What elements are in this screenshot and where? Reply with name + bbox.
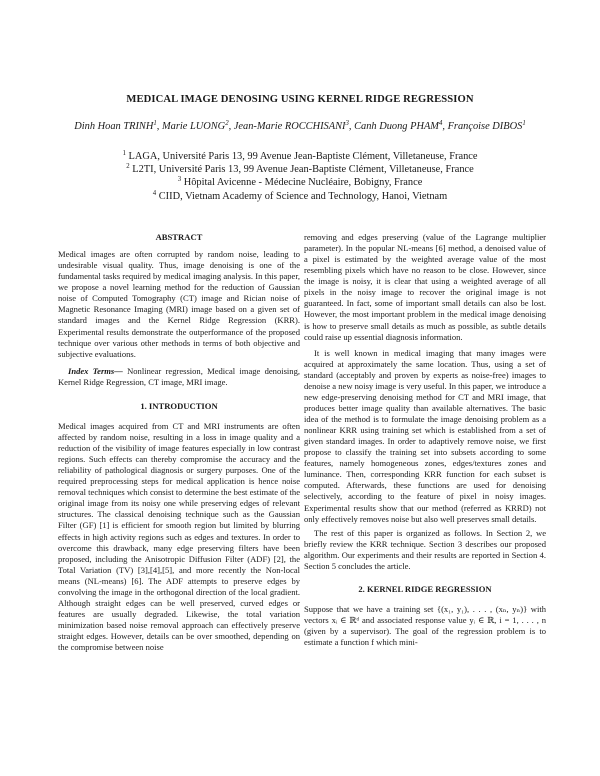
- body-paragraph: It is well known in medical imaging that many images were acquired at approximately the same location. Thus, using a set of standard (acceptably and proven by experts as noise-free) images to denoise a new noisy image is very useful. In this paper, we introduce a new edge-preserving denoising method for CT and MRI image, that produces better image quality than available alternatives. The basic idea of the method is to formulate the image denoising problem as a nonlinear KRR using training set which is established from a set of given standard images. In order to adaptively remove noise, we first propose to classify the training set into subsets according to some features, namely homogeneous zones, edges/textures zones and luminance. Then, corresponding KRR function for each subset is computed. Afterwards, these functions are used for denoising selectively, according to the feature of pixel in noisy images. Experimental results show that our method (referred as KRRD) not only effectively removes noise but also well preserves small details.: [304, 347, 546, 524]
- affiliation: $^4$ CIID, Vietnam Academy of Science and Technology, Hanoi, Vietnam: [152, 189, 448, 202]
- author: Canh Duong PHAM$^4$,: [354, 120, 448, 132]
- author: Jean-Marie ROCCHISANI$^3$,: [233, 120, 355, 132]
- author: Françoise DIBOS$^1$: [447, 120, 526, 132]
- affiliation-list: [0, 150, 600, 203]
- affiliation: $^2$ L2TI, Université Paris 13, 99 Avenue Jean-Baptiste Clément, Villetaneuse, France: [126, 163, 474, 176]
- krr-heading: 2. KERNEL RIDGE REGRESSION: [358, 583, 492, 594]
- abstract-heading: ABSTRACT: [155, 232, 203, 242]
- affiliation: $^3$ Hôpital Avicenne - Médecine Nucléaire, Bobigny, France: [177, 176, 423, 189]
- author-list: [0, 121, 600, 132]
- left-column: [58, 232, 300, 653]
- krr-paragraph: Suppose that we have a training set {(x₁, y₁), . . . , (xₙ, yₙ)} with vectors xᵢ ∈ ℝᵈ and associated response value yᵢ ∈ ℝ, i = 1, . . . , n (given by a supervisor). The goal of the regression problem is to estimate a function f which mini-: [304, 603, 546, 648]
- abstract-text: Medical images are often corrupted by random noise, leading to undesirable visual quality. Thus, image denoising is one of the fundamental tasks required by medical imaging analysis. In this paper, we propose a novel learning method for the reduction of Gaussian noise of Computed Tomography (CT) image and Rician noise of Magnetic Resonance Imaging (MRI) image based on a given set of standard images and the Kernel Ridge Regression (KRR). Experimental results demonstrate the outperformance of the proposed technique over various other methods in terms of both objective and subjective evaluations.: [58, 249, 300, 359]
- body-paragraph: The rest of this paper is organized as follows. In Section 2, we briefly review the KRR technique. Section 3 describes our proposed algorithm. Our experiments and their results are reported in Section 4. Section 5 concludes the article.: [304, 527, 546, 571]
- author: Dinh Hoan TRINH$^1$,: [74, 120, 162, 132]
- author: Marie LUONG$^2$,: [161, 120, 234, 132]
- body-paragraph: removing and edges preserving (value of the Lagrange multiplier parameter). In the popular NL-means [6] method, a denoised value of a pixel is estimated by the weighted average value of the most resembling pixels which have no reason to be close. However, since the image is noisy, it is clear that using a weighted average of all pixels in the noisy image to recover the original image is not guaranteed. In fact, some of important small details can also be lost. However, the most important problem in the medical image denoising is how to preserve small details as much as possible, as subtle details could raise up essential diagnosis information.: [304, 232, 546, 342]
- introduction-paragraph: Medical images acquired from CT and MRI instruments are often affected by random noise, resulting in a loss in image quality and a reduction of the visibility of image features especially in low contrast regions. Such effects can thereby compromise the accuracy and the reliability of pathological diagnosis or surgery purposes. One of the required preprocessing steps for medical application is hence noise removal techniques which consist to determine the best estimate of the original image from its noisy one while preserving edges of relevant structures. The classical denoising technique such as the Gaussian Filter (GF) [1] is efficient for smooth region but limited by blurring effects in high activity regions such as edges and textures. In order to overcome this drawback, many edge preserving filters have been proposed, including the Anisotropic Diffusion Filter (ADF) [2], the Total Variation (TV) [3],[4],[5], and more recently the Non-local means (NL-means) [6]. The ADF attempts to preserve edges by convolving the image in the orthogonal direction of the local gradient. Although straight edges can be well preserved, curved edges or features are usually degraded. Likewise, the total variation minimization based noise removal approach can effectively preserve straight edges. However, details can be over smoothed, depending on the compromise between noise: [58, 420, 300, 653]
- right-column: [304, 232, 546, 648]
- introduction-heading: 1. INTRODUCTION: [140, 400, 218, 411]
- paper-title: MEDICAL IMAGE DENOSING USING KERNEL RIDGE REGRESSION: [126, 94, 474, 105]
- affiliation: $^1$ LAGA, Université Paris 13, 99 Avenue Jean-Baptiste Clément, Villetaneuse, France: [122, 150, 478, 162]
- index-terms: Index Terms— Nonlinear regression, Medical image denoising, Kernel Ridge Regression, CT image, MRI image.: [58, 365, 300, 387]
